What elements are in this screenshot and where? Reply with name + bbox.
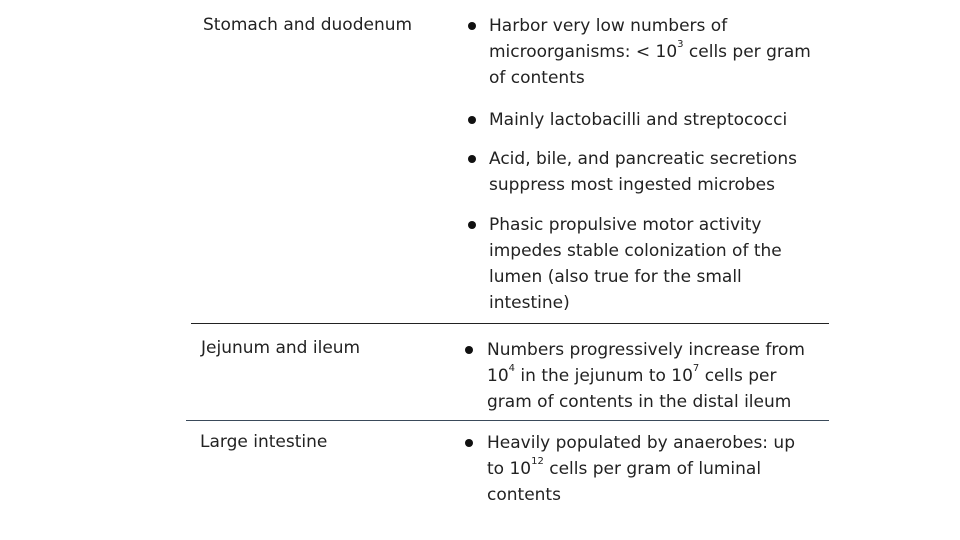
row-label-large-intestine: Large intestine <box>200 432 328 452</box>
superscript: 7 <box>692 363 700 375</box>
bullet-icon <box>468 116 476 124</box>
bullet-text-anaerobes <box>487 430 795 508</box>
bullet-line: suppress most ingested microbes <box>489 175 775 195</box>
row-divider <box>186 420 829 421</box>
bullet-line: Mainly lactobacilli and streptococci <box>489 110 788 130</box>
bullet-line: Harbor very low numbers of <box>489 16 728 36</box>
bullet-line: contents <box>487 485 561 505</box>
bullet-icon <box>465 346 473 354</box>
bullet-line: Heavily populated by anaerobes: up <box>487 433 795 453</box>
row-divider <box>191 323 829 324</box>
bullet-icon <box>465 439 473 447</box>
bullet-text-low-numbers <box>489 13 811 91</box>
bullet-line: of contents <box>489 68 585 88</box>
bullet-line: gram of contents in the distal ileum <box>487 392 792 412</box>
bullet-icon <box>468 155 476 163</box>
bullet-text-phasic-motor <box>489 212 782 316</box>
row-label-stomach-duodenum: Stomach and duodenum <box>203 15 413 35</box>
bullet-line: Numbers progressively increase from <box>487 340 805 360</box>
bullet-line: intestine) <box>489 293 570 313</box>
bullet-line: $10^4$ in the jejunum to $10^7$ cells per <box>487 363 777 386</box>
bullet-text-lactobacilli <box>489 107 787 133</box>
bullet-icon <box>468 22 476 30</box>
bullet-text-numbers-increase <box>487 337 805 415</box>
bullet-line: impedes stable colonization of the <box>489 241 782 261</box>
bullet-line: lumen (also true for the small <box>489 267 742 287</box>
row-label-jejunum-ileum: Jejunum and ileum <box>201 338 361 358</box>
bullet-line: to $10^{12}$ cells per gram of luminal <box>487 456 762 479</box>
superscript: 4 <box>508 363 516 375</box>
bullet-icon <box>468 221 476 229</box>
bullet-line: microorganisms: < $10^3$ cells per gram <box>489 39 811 62</box>
bullet-line: Acid, bile, and pancreatic secretions <box>489 149 798 169</box>
superscript: 12 <box>531 456 544 468</box>
bullet-text-acid-bile <box>489 146 797 198</box>
bullet-line: Phasic propulsive motor activity <box>489 215 762 235</box>
superscript: 3 <box>677 39 684 51</box>
